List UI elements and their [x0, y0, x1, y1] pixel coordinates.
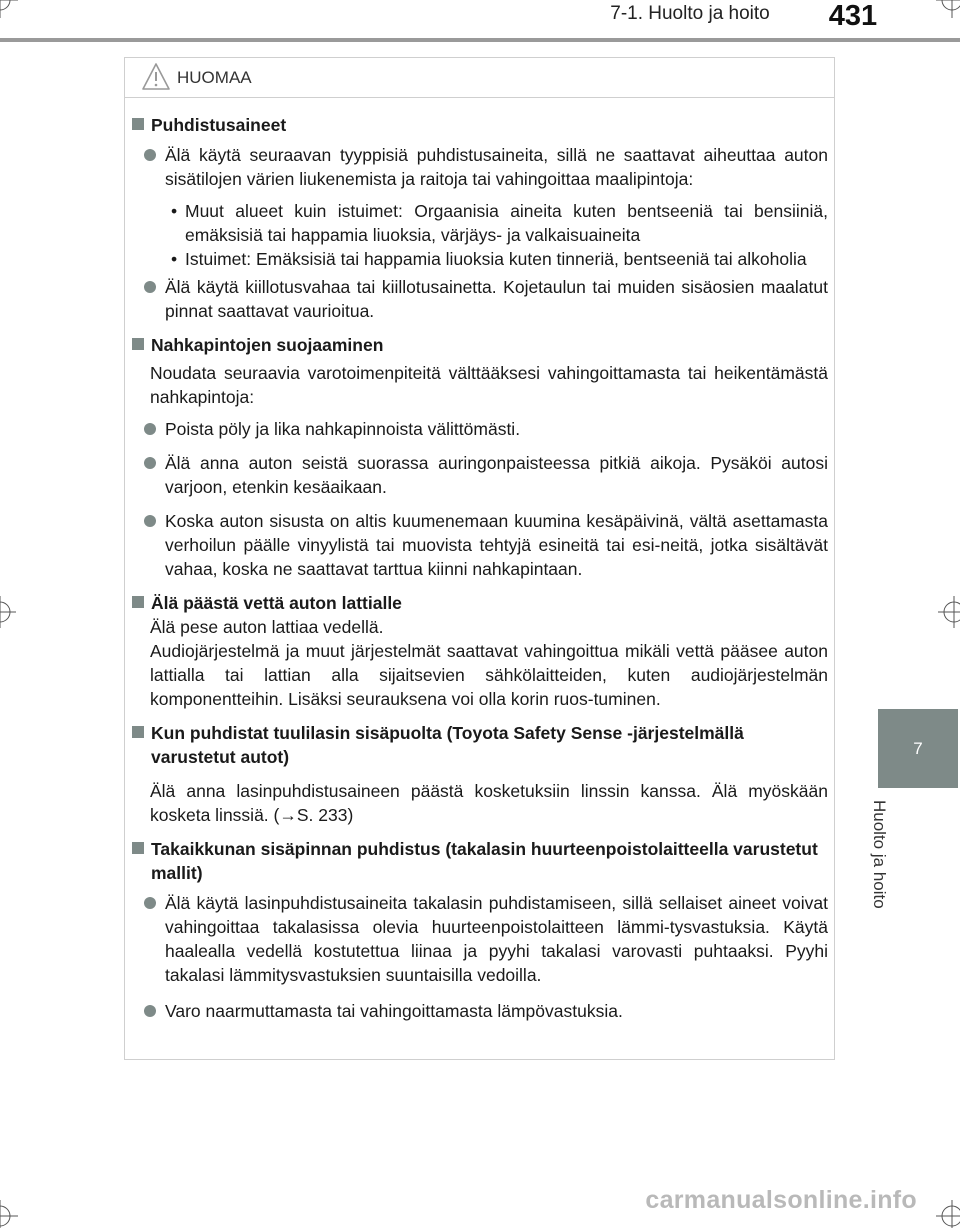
paragraph: Älä pese auton lattiaa vedellä. — [150, 617, 384, 637]
circle-bullet-icon — [144, 515, 156, 527]
crop-mark-icon — [938, 596, 960, 628]
circle-bullet-icon — [144, 897, 156, 909]
notice-header — [125, 58, 834, 98]
chapter-side-title — [870, 800, 921, 930]
chapter-tab — [878, 709, 958, 788]
header-rule — [0, 38, 960, 42]
page-number: 431 — [828, 0, 878, 32]
crop-mark-top-right — [936, 0, 960, 24]
paragraph: Audiojärjestelmä ja muut järjestelmät saattavat vahingoittua mikäli vettä pääsee auton lattialla tai lattian alla sijaitsevien sähkölaitteiden, kuten audiojärjestelmän komponentteihin. Lisäksi seurauksena voi olla korin ruos-tuminen. — [150, 641, 828, 709]
list-item: Älä käytä kiillotusvahaa tai kiillotusainetta. Kojetaulun tai muiden sisäosien maalatut pinnat saattavat vaurioitua. — [130, 275, 828, 323]
warning-triangle-icon — [141, 62, 171, 92]
circle-bullet-icon — [144, 149, 156, 161]
crop-mark-icon — [0, 0, 24, 24]
section-heading: Takaikkunan sisäpinnan puhdistus (takalasin huurteenpoistolaitteella varustetut mallit) — [130, 837, 828, 885]
sub-list-item: • Istuimet: Emäksisiä tai happamia liuoksia kuten tinneriä, bentseeniä tai alkoholia — [171, 249, 807, 269]
square-bullet-icon — [132, 726, 144, 738]
circle-bullet-icon — [144, 423, 156, 435]
section-heading: Puhdistusaineet — [130, 113, 828, 137]
chapter-title: Huolto ja hoito — [870, 800, 889, 909]
crop-mark-mid-right — [938, 596, 960, 628]
square-bullet-icon — [132, 596, 144, 608]
watermark: carmanualsonline.info — [645, 1186, 917, 1214]
circle-bullet-icon — [144, 457, 156, 469]
list-item: Älä anna auton seistä suorassa auringonpaisteessa pitkiä aikoja. Pysäköi autosi varjoon, etenkin kesäaikaan. — [130, 451, 828, 499]
section-heading: Nahkapintojen suojaaminen — [130, 333, 828, 357]
notice-box — [124, 57, 835, 1060]
list-item: Varo naarmuttamasta tai vahingoittamasta lämpövastuksia. — [130, 999, 828, 1023]
section-heading: Kun puhdistat tuulilasin sisäpuolta (Toyota Safety Sense -järjestelmällä varustetut autot) — [130, 721, 828, 769]
circle-bullet-icon — [144, 281, 156, 293]
sub-list-item: • Muut alueet kuin istuimet: Orgaanisia aineita kuten bentseeniä tai bensiiniä, emäksisiä tai happamia liuoksia, värjäys- ja valkaisuaineita — [171, 201, 828, 245]
circle-bullet-icon — [144, 1005, 156, 1017]
notice-title: HUOMAA — [177, 68, 252, 87]
running-header-title: 7-1. Huolto ja hoito — [610, 3, 770, 24]
crop-mark-icon — [0, 596, 22, 628]
list-item: Poista pöly ja lika nahkapinnoista välittömästi. — [130, 417, 828, 441]
crop-mark-icon — [936, 0, 960, 24]
square-bullet-icon — [132, 338, 144, 350]
square-bullet-icon — [132, 118, 144, 130]
crop-mark-mid-left — [0, 596, 22, 628]
list-item: Älä käytä lasinpuhdistusaineita takalasin puhdistamiseen, sillä sellaiset aineet voivat vahingoittaa takalasissa olevia huurteenpoistolaitteen lämmi-tysvastuksia. Käytä haalealla vedellä kostutettua liinaa ja pyyhi takalasi varovasti puhtaaksi. Pyyhi takalasi lämmitysvastuksien suuntaisilla vedoilla. — [130, 891, 828, 987]
chapter-number: 7 — [913, 739, 923, 758]
list-item: Älä käytä seuraavan tyyppisiä puhdistusaineita, sillä ne saattavat aiheuttaa auton sisätilojen värien liukenemista ja raitoja tai vahingoittaa maalipintoja: — [130, 143, 828, 191]
crop-mark-top-left — [0, 0, 24, 24]
paragraph: Noudata seuraavia varotoimenpiteitä välttääksesi vahingoittamasta tai heikentämästä nahkapintoja: — [150, 363, 828, 407]
square-bullet-icon — [132, 842, 144, 854]
notice-content — [130, 113, 828, 1023]
list-item: Koska auton sisusta on altis kuumenemaan kuumina kesäpäivinä, vältä asettamasta verhoilun päälle vinyylistä tai muovista tehtyjä esineitä tai esi-neitä, jotka sisältävät vahaa, koska ne saattavat tarttua kiinni nahkapintaan. — [130, 509, 828, 581]
paragraph: Älä anna lasinpuhdistusaineen päästä kosketuksiin linssin kanssa. Älä myöskään kosketa linssiä. (→S. 233) — [150, 781, 828, 825]
section-heading: Älä päästä vettä auton lattialle — [130, 591, 828, 615]
